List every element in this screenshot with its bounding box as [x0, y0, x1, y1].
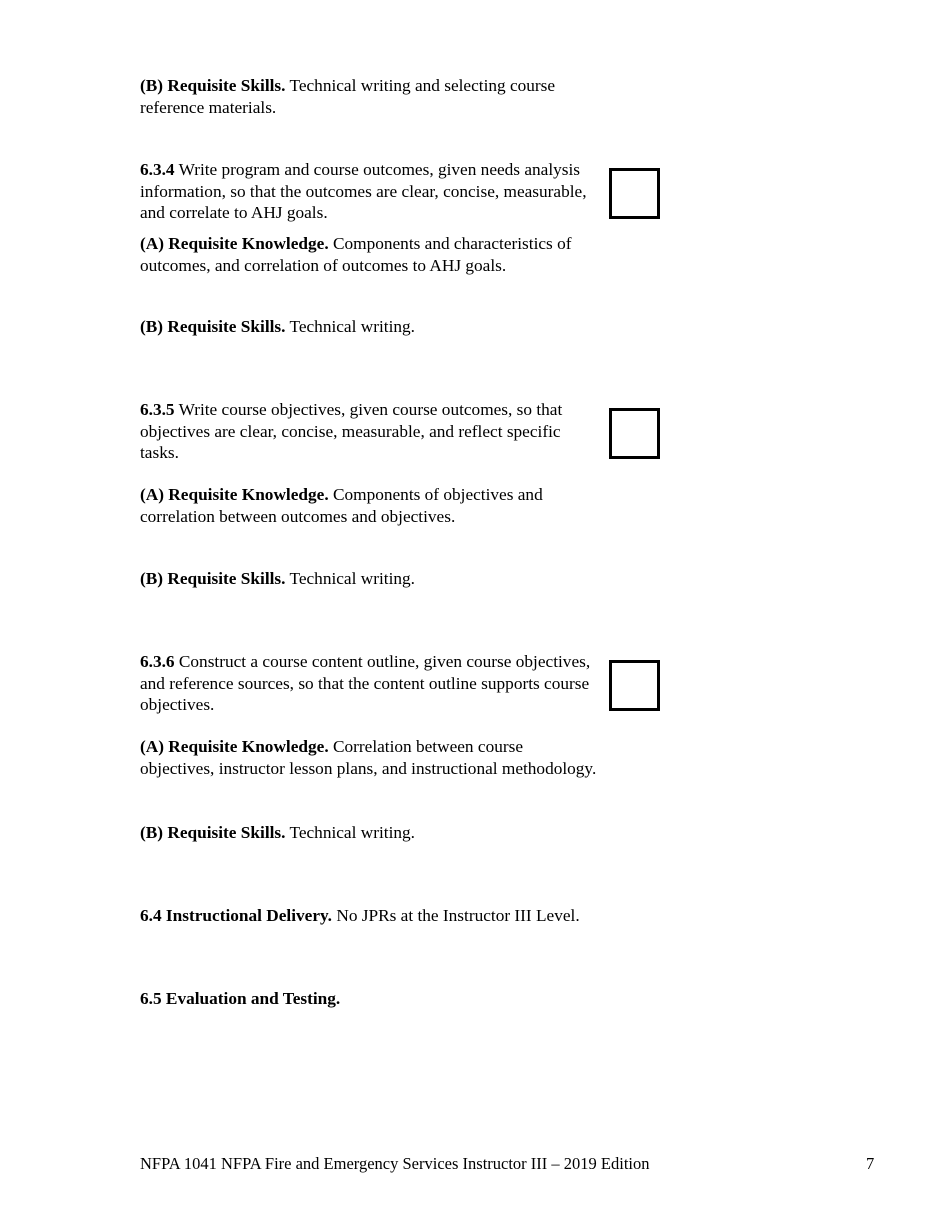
knowledge-label: (A) Requisite Knowledge. [140, 485, 329, 504]
skills-text: Technical writing. [285, 823, 415, 842]
knowledge-label: (A) Requisite Knowledge. [140, 737, 329, 756]
jpr-636-text: Construct a course content outline, given course objectives, and reference sources, so that the content outline supports course objectives. [140, 652, 591, 715]
skills-label: (B) Requisite Skills. [140, 569, 286, 588]
skills-paragraph-633 [140, 75, 598, 118]
jpr-636-number: 6.3.6 [140, 652, 175, 671]
jpr-634-knowledge [140, 233, 598, 276]
skills-text: Technical writing and selecting course reference materials. [140, 76, 556, 117]
section-64 [140, 905, 598, 927]
skills-label: (B) Requisite Skills. [140, 823, 286, 842]
footer-title: NFPA 1041 NFPA Fire and Emergency Services Instructor III – 2019 Edition [140, 1154, 650, 1173]
jpr-634-number: 6.3.4 [140, 160, 175, 179]
section-65-label: 6.5 Evaluation and Testing. [140, 989, 341, 1008]
jpr-634-checkbox[interactable] [609, 168, 660, 219]
skills-label: (B) Requisite Skills. [140, 76, 286, 95]
jpr-636-checkbox[interactable] [609, 660, 660, 711]
section-65 [140, 988, 598, 1010]
knowledge-text: Correlation between course objectives, instructor lesson plans, and instructional methodology. [140, 737, 597, 778]
knowledge-label: (A) Requisite Knowledge. [140, 234, 329, 253]
section-64-label: 6.4 Instructional Delivery. [140, 906, 333, 925]
jpr-634-skills [140, 316, 598, 338]
knowledge-text: Components of objectives and correlation between outcomes and objectives. [140, 485, 543, 526]
jpr-635-skills [140, 568, 598, 590]
jpr-636-skills [140, 822, 598, 844]
section-64-text: No JPRs at the Instructor III Level. [332, 906, 580, 925]
skills-text: Technical writing. [285, 569, 415, 588]
skills-text: Technical writing. [285, 317, 415, 336]
jpr-635-statement [140, 399, 598, 464]
jpr-634-statement [140, 159, 598, 224]
jpr-634-text: Write program and course outcomes, given needs analysis information, so that the outcomes are clear, concise, measurable, and correlate to AHJ goals. [140, 160, 587, 223]
jpr-635-number: 6.3.5 [140, 400, 175, 419]
jpr-635-knowledge [140, 484, 598, 527]
knowledge-text: Components and characteristics of outcomes, and correlation of outcomes to AHJ goals. [140, 234, 572, 275]
page-number: 7 [866, 1154, 875, 1173]
jpr-636-knowledge [140, 736, 598, 779]
jpr-635-checkbox[interactable] [609, 408, 660, 459]
skills-label: (B) Requisite Skills. [140, 317, 286, 336]
jpr-636-statement [140, 651, 598, 716]
jpr-635-text: Write course objectives, given course outcomes, so that objectives are clear, concise, measurable, and reflect specific tasks. [140, 400, 563, 463]
